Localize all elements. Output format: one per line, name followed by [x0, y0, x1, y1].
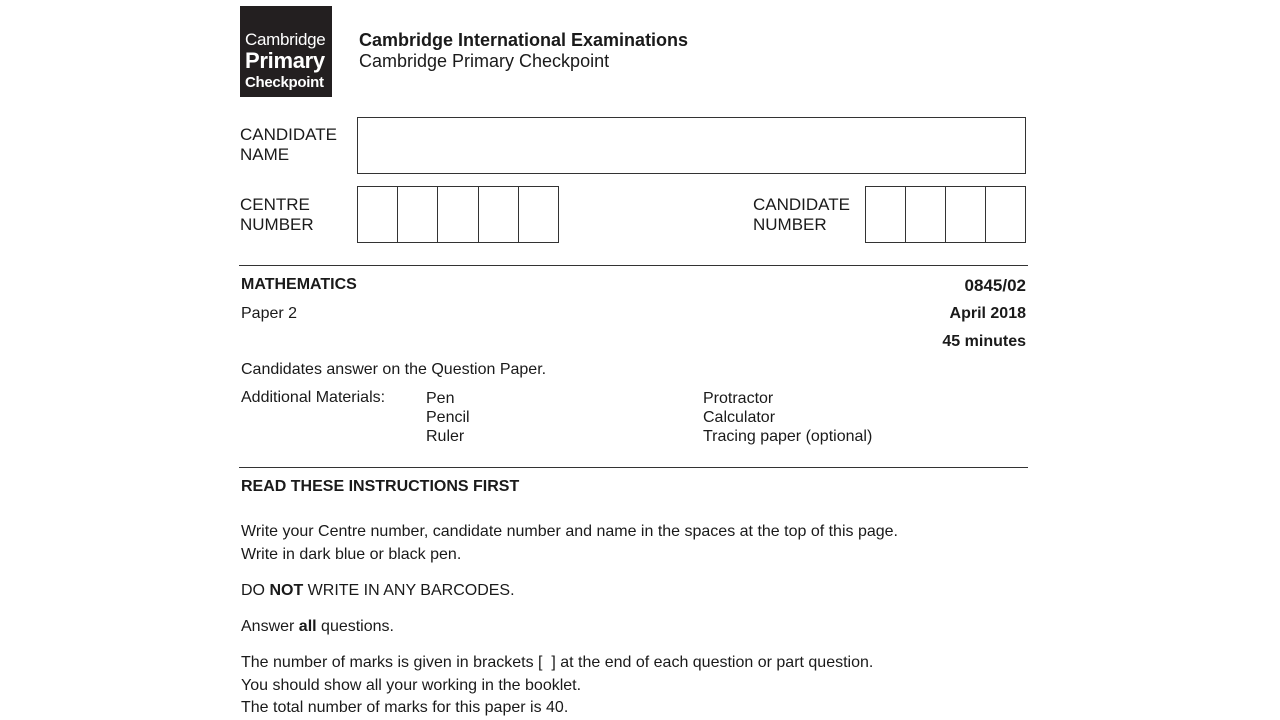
- header-subtitle: Cambridge Primary Checkpoint: [359, 51, 610, 71]
- instruction-line: Write in dark blue or black pen.: [241, 546, 462, 563]
- paper-number: Paper 2: [241, 305, 298, 322]
- instruction-barcodes: [241, 582, 515, 600]
- candidate-number-cell[interactable]: [866, 187, 906, 242]
- material-item: Protractor: [703, 390, 774, 407]
- text-part: Answer: [241, 618, 299, 635]
- instruction-line: You should show all your working in the booklet.: [241, 677, 582, 694]
- candidate-name-label-line-1: CANDIDATE: [240, 125, 337, 144]
- materials-list-1: [426, 389, 470, 446]
- material-item: Ruler: [426, 428, 465, 445]
- material-item: Calculator: [703, 409, 776, 426]
- text-part: WRITE IN ANY BARCODES.: [303, 582, 515, 599]
- centre-number-cell[interactable]: [519, 187, 558, 242]
- materials-list-2: [703, 389, 872, 446]
- logo-line-3: Checkpoint: [245, 74, 324, 91]
- instruction-line: The total number of marks for this paper is 40.: [241, 699, 569, 716]
- centre-number-boxes[interactable]: [357, 186, 559, 243]
- instructions-heading: READ THESE INSTRUCTIONS FIRST: [241, 478, 520, 495]
- material-item: Tracing paper (optional): [703, 428, 873, 445]
- answer-note: Candidates answer on the Question Paper.: [241, 361, 547, 378]
- candidate-number-boxes[interactable]: [865, 186, 1026, 243]
- candidate-number-label: [753, 195, 850, 235]
- candidate-name-box[interactable]: [357, 117, 1026, 174]
- text-part: DO: [241, 582, 270, 599]
- candidate-number-cell[interactable]: [906, 187, 946, 242]
- header-title: Cambridge International Examinations: [359, 30, 689, 50]
- exam-duration: 45 minutes: [942, 333, 1026, 350]
- candidate-number-label-line-1: CANDIDATE: [753, 195, 850, 214]
- instruction-answer: [241, 618, 394, 636]
- material-item: Pen: [426, 390, 455, 407]
- candidate-number-cell[interactable]: [986, 187, 1025, 242]
- text-part: questions.: [316, 618, 394, 635]
- text-part-bold: NOT: [269, 582, 304, 599]
- centre-number-cell[interactable]: [438, 187, 478, 242]
- cambridge-primary-checkpoint-logo: [240, 6, 332, 97]
- candidate-number-label-line-2: NUMBER: [753, 215, 827, 234]
- instruction-line: Write your Centre number, candidate number and name in the spaces at the top of this page.: [241, 523, 898, 540]
- material-item: Pencil: [426, 409, 470, 426]
- exam-date: April 2018: [949, 305, 1026, 322]
- centre-number-cell[interactable]: [398, 187, 438, 242]
- paper-code: 0845/02: [964, 276, 1026, 295]
- subject: MATHEMATICS: [241, 276, 357, 293]
- centre-number-cell[interactable]: [358, 187, 398, 242]
- text-part-bold: all: [298, 618, 317, 635]
- divider-bottom: [239, 467, 1028, 468]
- instruction-line: The number of marks is given in brackets [ ] at the end of each question or part question.: [241, 654, 874, 671]
- candidate-name-label: [240, 125, 337, 165]
- centre-number-cell[interactable]: [479, 187, 519, 242]
- candidate-name-label-line-2: NAME: [240, 145, 290, 164]
- materials-label: Additional Materials:: [241, 389, 386, 406]
- divider-top: [239, 265, 1028, 266]
- logo-line-2: Primary: [245, 48, 325, 73]
- logo-line-1: Cambridge: [245, 30, 326, 49]
- centre-number-label: [240, 195, 314, 235]
- centre-number-label-line-2: NUMBER: [240, 215, 314, 234]
- centre-number-label-line-1: CENTRE: [240, 195, 310, 214]
- candidate-number-cell[interactable]: [946, 187, 986, 242]
- candidate-name-input[interactable]: [358, 118, 1025, 173]
